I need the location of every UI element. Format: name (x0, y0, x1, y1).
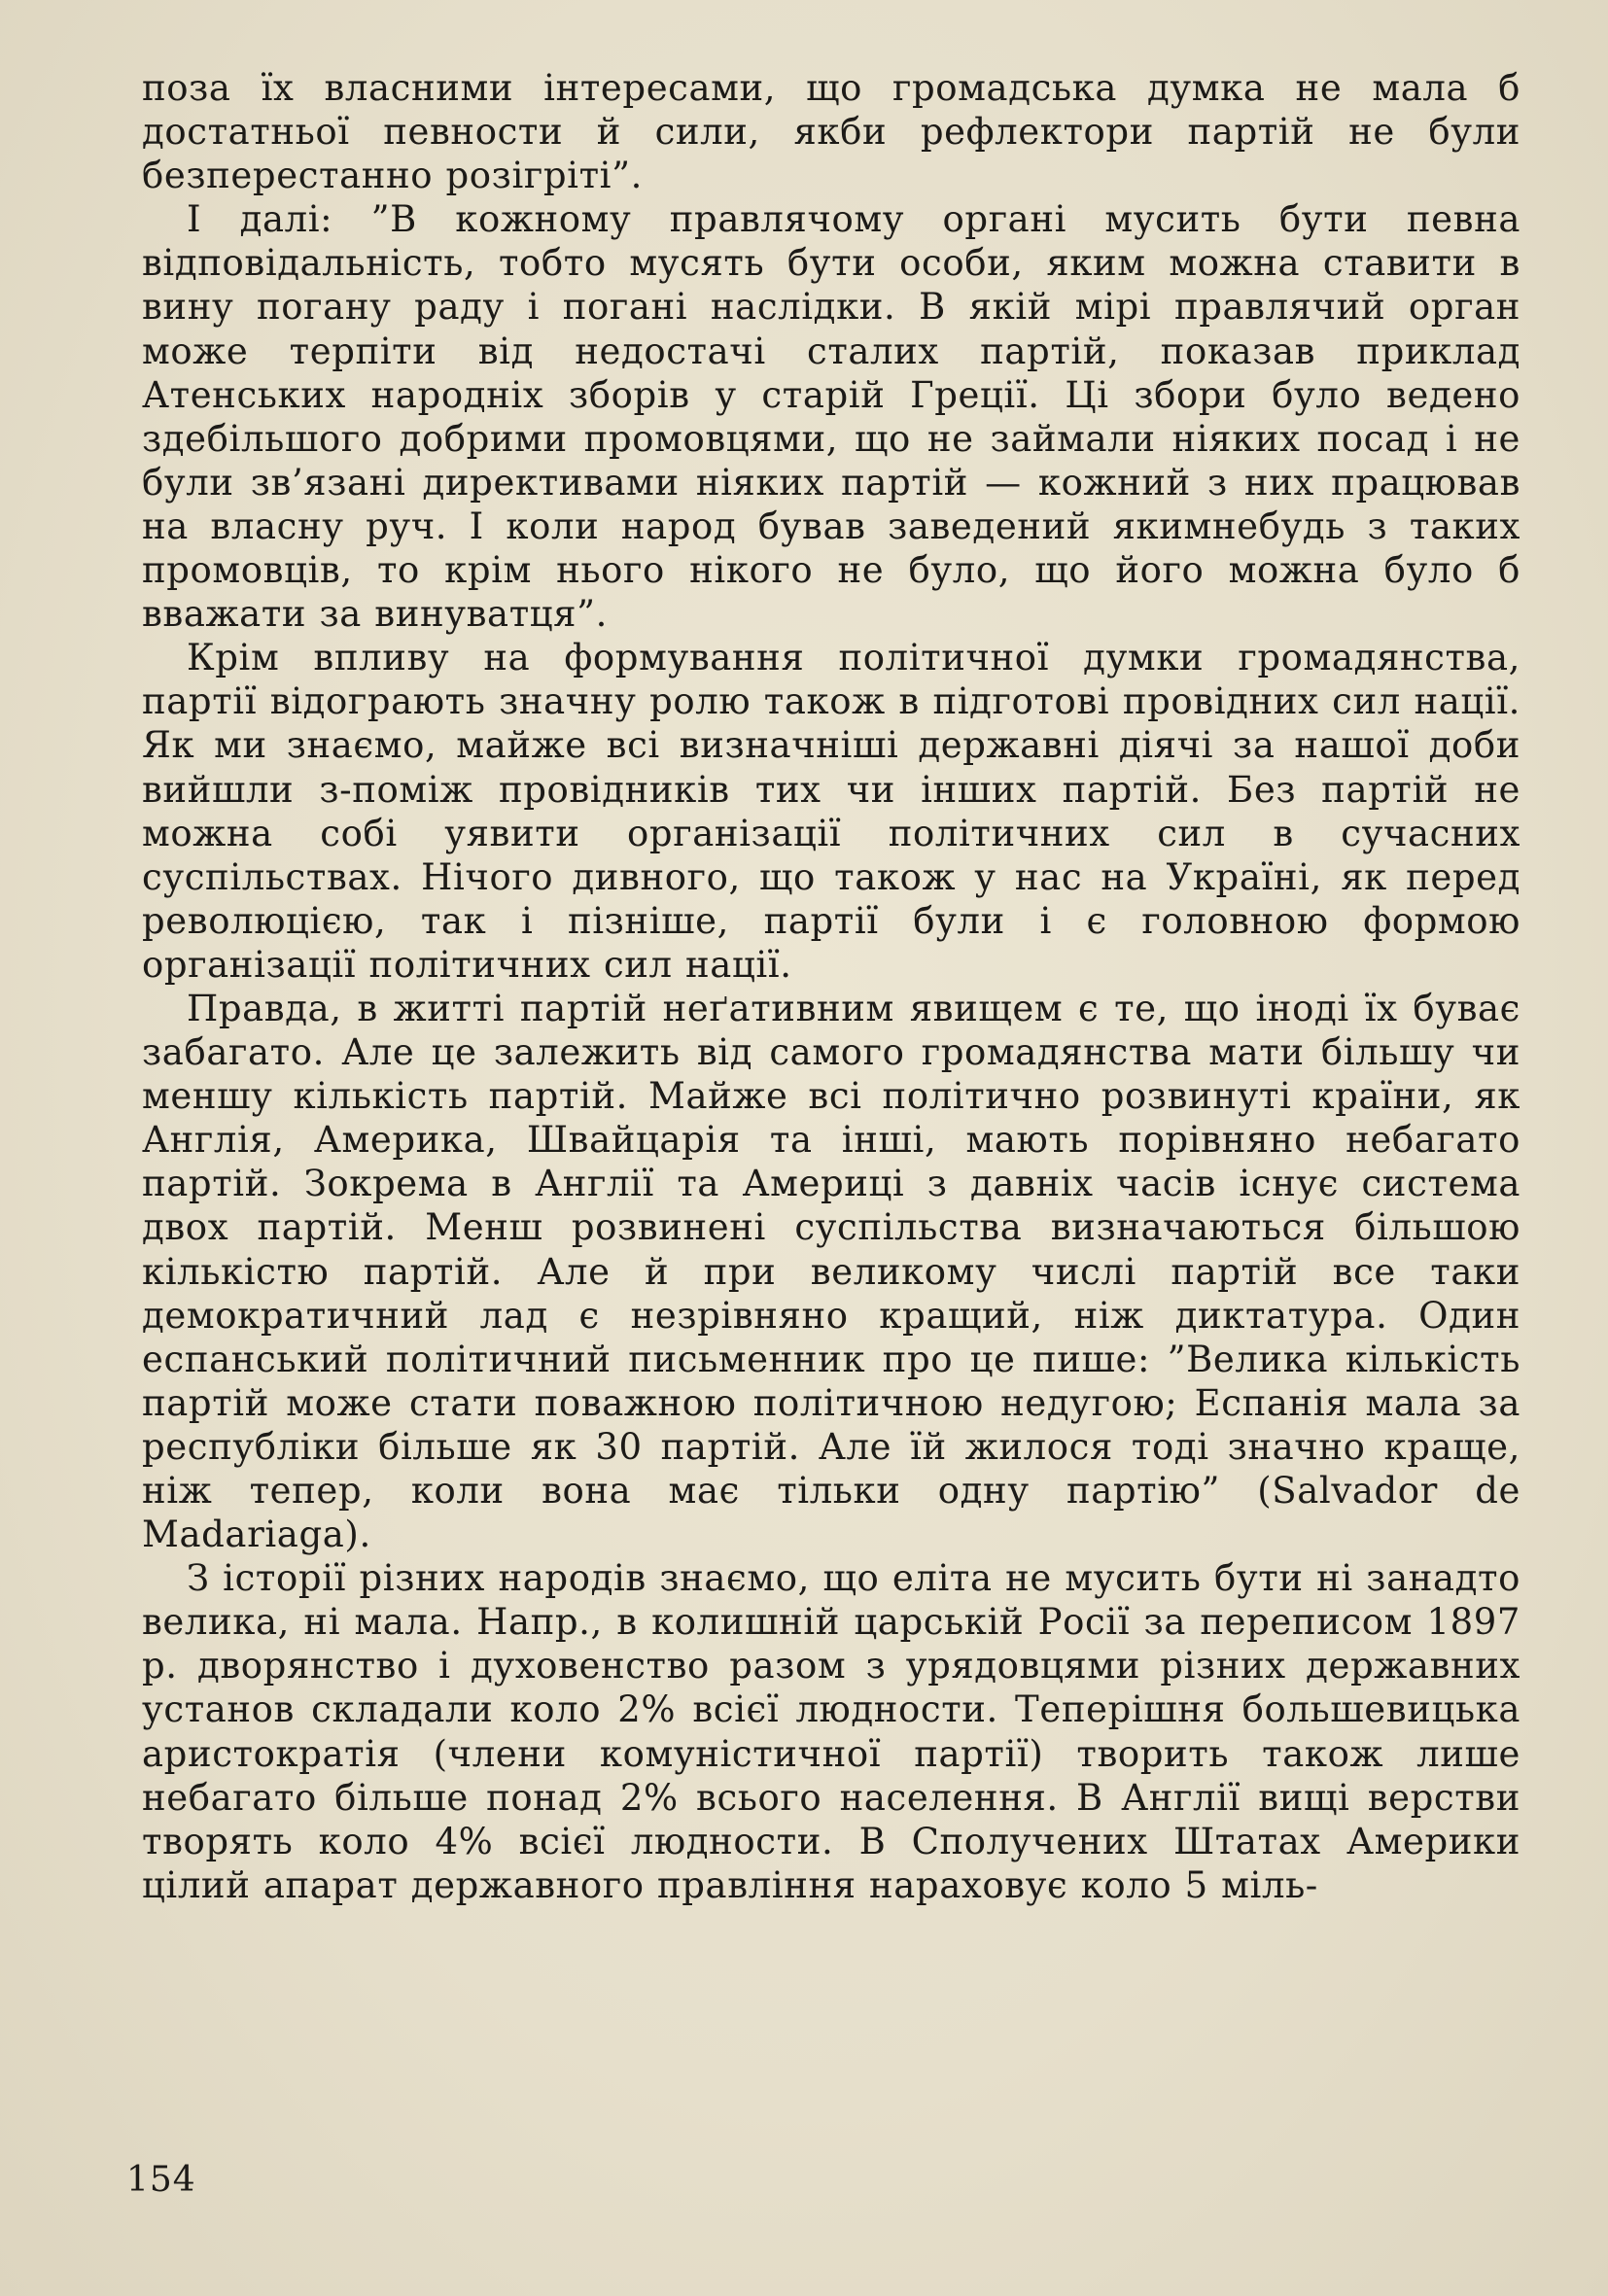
page-body-text (142, 66, 1521, 1907)
paragraph-party-influence: Крім впливу на формування політичної думки громадянства, партії відограють значну ролю також в підготові провідних сил нації. Як ми знаємо, майже всі визначніші державні діячі за нашої доби вийшли з-поміж провідників тих чи інших партій. Без партій не можна собі уявити організації політичних сил в сучасних суспільствах. Нічого дивного, що також у нас на Україні, як перед революцією, так і пізніше, партії були і є головною формою організації політичних сил нації. (142, 637, 1521, 986)
paragraph-continued: поза їх власними інтересами, що громадська думка не мала б достатньої певности й сили, якби рефлектори партій не були безперестанно розігріті”. (142, 67, 1521, 197)
paragraph-number-of-parties: Правда, в житті партій неґативним явищем є те, що іноді їх буває забагато. Але це залежить від самого громадянства мати більшу чи меншу кількість партій. Майже всі політично розвинуті країни, як Англія, Америка, Швайцарія та інші, мають порівняно небагато партій. Зокрема в Англії та Америці з давніх часів існує система двох партій. Менш розвинені суспільства визначаються більшою кількістю партій. Але й при великому числі партій все таки демократичний лад є незрівняно кращий, ніж диктатура. Один еспанський політичний письменник про це пише: ”Велика кількість партій може стати поважною політичною недугою; Еспанія мала за республіки більше як 30 партій. Але їй жилося тоді значно краще, ніж тепер, коли вона має тільки одну партію” (Salvador de Madariaga). (142, 987, 1521, 1556)
paragraph-quote-athens: І далі: ”В кожному правлячому органі мусить бути певна відповідальність, тобто мусять бути особи, яким можна ставити в вину погану раду і погані наслідки. В якій мірі правлячий орган може терпіти від недостачі сталих партій, показав приклад Атенських народніх зборів у старій Греції. Ці збори було ведено здебільшого добрими промовцями, що не займали ніяких посад і не були зв’язані директивами ніяких партій — кожний з них працював на власну руч. І коли народ бував заведений якимнебудь з таких промовців, то крім нього нікого не було, що його можна було б вважати за винуватця”. (142, 198, 1521, 636)
page-number: 154 (126, 2160, 196, 2200)
paragraph-elite-size: З історії різних народів знаємо, що еліта не мусить бути ні занадто велика, ні мала. Напр., в колишній царській Росії за переписом 1897 р. дворянство і духовенство разом з урядовцями різних державних установ складали коло 2% всієї людности. Теперішня большевицька аристократія (члени комуністичної партії) творить також лише небагато більше понад 2% всього населення. В Англії вищі верстви творять коло 4% всієї людности. В Сполучених Штатах Америки цілий апарат державного правління нараховує коло 5 міль- (142, 1557, 1521, 1906)
